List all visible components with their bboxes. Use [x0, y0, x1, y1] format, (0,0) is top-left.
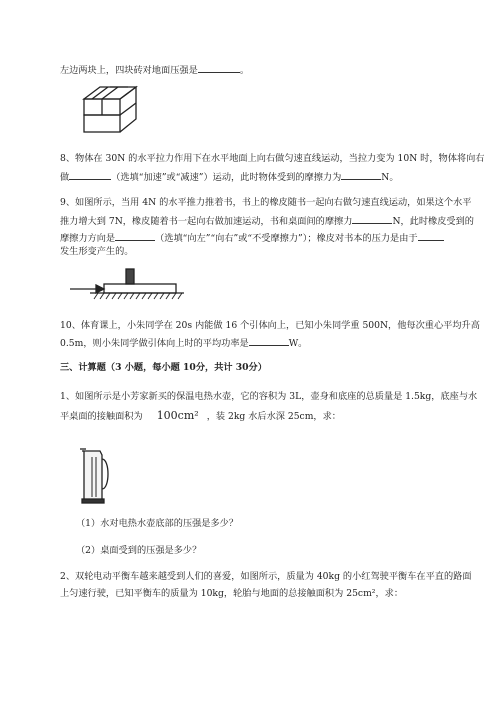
q8-text-a: 做 — [60, 172, 70, 183]
q7-tail-line — [60, 63, 249, 77]
q9-blank-2[interactable] — [115, 231, 155, 241]
book-eraser-figure — [66, 263, 190, 303]
q7-answer-blank[interactable] — [198, 63, 240, 73]
bricks-figure — [80, 85, 140, 137]
q9-line-1: 9、如图所示，当用 4N 的水平推力推着书，书上的橡皮随书一起向右做匀速直线运动，如果这个水平 — [60, 197, 472, 208]
q8-blank-1[interactable] — [69, 170, 111, 180]
c2-line-2: 上匀速行驶，已知平衡车的质量为 10kg，轮胎与地面的总接触面积为 25cm²，求： — [60, 588, 404, 599]
c1-sub-2: （2）桌面受到的压强是多少？ — [76, 545, 202, 556]
c1-line-2 — [60, 410, 341, 423]
q10-text-b: W。 — [288, 338, 308, 349]
q7-period: 。 — [239, 65, 249, 76]
c1-text-a: 平桌面的接触面积为 — [60, 411, 143, 422]
kettle-figure — [74, 445, 110, 505]
c1-area-value: 100cm² — [156, 409, 199, 422]
q9-text-a: 推力增大到 7N，橡皮随着书一起向右做加速运动，书和桌面间的摩擦力 — [60, 216, 353, 227]
q8-blank-2[interactable] — [341, 170, 381, 180]
q9-text-d: （选填“向左”“向右”或“不受摩擦力”）；橡皮对书本的压力是由于 — [155, 233, 418, 244]
q9-line-3 — [60, 231, 444, 245]
q9-text-c: 摩擦力方向是 — [60, 233, 116, 244]
q8-line-2 — [60, 170, 399, 184]
c1-text-b: ，装 2kg 水后水深 25cm，求： — [206, 411, 341, 422]
q10-blank[interactable] — [249, 336, 289, 346]
c1-sub-1: （1）水对电热水壶底部的压强是多少？ — [76, 518, 239, 529]
c2-line-1: 2、双轮电动平衡车越来越受到人们的喜爱，如图所示，质量为 40kg 的小红驾驶平衡车在平直的路面 — [60, 571, 472, 582]
q10-text-a: 0.5m，则小朱同学做引体向上时的平均功率是 — [60, 338, 249, 349]
q9-text-b: N，此时橡皮受到的 — [392, 216, 474, 227]
q7-text: 左边两块上，四块砖对地面压强是 — [60, 65, 198, 76]
q8-line-1: 8、物体在 30N 的水平拉力作用下在水平地面上向右做匀速直线运动，当拉力变为 10N 时，物体将向右 — [60, 153, 485, 164]
q9-line-4: 发生形变产生的。 — [60, 246, 134, 257]
eraser-icon — [126, 269, 134, 284]
q8-text-c: N。 — [381, 172, 399, 183]
q9-blank-3[interactable] — [418, 231, 444, 241]
section-3-heading: 三、计算题（3 小题，每小题 10分，共计 30分） — [60, 362, 267, 373]
q9-line-2 — [60, 214, 474, 228]
q10-line-2 — [60, 336, 307, 350]
q8-text-b: （选填“加速”或“减速”）运动，此时物体受到的摩擦力为 — [111, 172, 342, 183]
q10-line-1: 10、体育课上，小朱同学在 20s 内能做 16 个引体向上，已知小朱同学重 500N，他每次重心平均升高 — [60, 320, 480, 331]
q9-blank-1[interactable] — [352, 214, 392, 224]
c1-line-1: 1、如图所示是小芳家新买的保温电热水壶，它的容积为 3L，壶身和底座的总质量是 1.5kg，底座与水 — [60, 391, 478, 402]
